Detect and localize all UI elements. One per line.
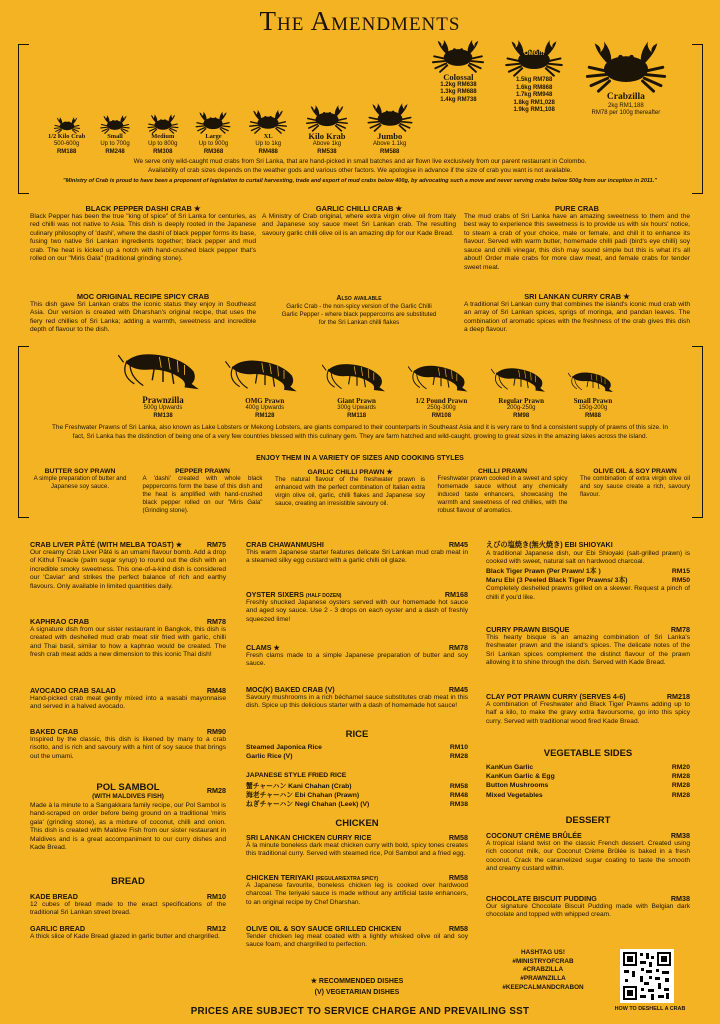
- crab-size-9: [580, 36, 672, 118]
- page-title: The Amendments: [259, 6, 461, 36]
- also-available-line-2: Garlic Pepper - where black peppercorns are substituted: [281, 311, 437, 319]
- garlic-bread-price: RM12: [206, 924, 226, 933]
- pol-sambol: [30, 782, 226, 853]
- prawn-size-price: RM98: [513, 412, 530, 419]
- crab-size-row: [48, 36, 672, 156]
- crab-size-sub: Up to 800g: [148, 141, 178, 147]
- crab-size-sub3: 1.7kg RM948: [515, 92, 553, 98]
- prawn-size-name: 1/2 Pound Prawn: [415, 396, 468, 405]
- prawn-size-name: OMG Prawn: [245, 396, 285, 405]
- also-available-line-1: Garlic Crab - the non-spicy version of the Garlic Chilli: [286, 303, 432, 311]
- prawn-size-sub: 250g-300g: [427, 405, 456, 411]
- rice-row: [246, 752, 468, 761]
- clams-price: RM78: [448, 643, 468, 652]
- vegetable-row: [486, 772, 690, 781]
- rice-heading: RICE: [345, 729, 369, 740]
- rice-name: Steamed Japonica Rice: [246, 744, 322, 751]
- bracket-right-crab: [692, 44, 703, 194]
- chicken-curry-rice-price: RM58: [448, 833, 468, 842]
- fried-rice-row: [246, 800, 468, 809]
- pol-sambol-desc: Made à la minute to a Sangakkara family recipe, our Pol Sambol is hand-scraped on order before being ground on a traditional 'miris gala' (grinding stone), as a mixture of coconut, chilli and onion. This dish is created with Maldive Fish from our sister restaurant in Maldives and is a great accompaniment to our curry dishes and Kade Bread.: [30, 802, 226, 852]
- rice-row: [246, 743, 468, 752]
- crab-size-price: RM188: [56, 148, 77, 155]
- crab-size-name: XL: [263, 133, 273, 141]
- prawn-size-name: Small Prawn: [573, 396, 613, 405]
- hashtag: #KEEPCALMANDCRABON: [502, 983, 584, 991]
- prawn-note: The Freshwater Prawns of Sri Lanka, also known as Lake Lobsters or Mekong Lobsters, are giants compared to their counterparts in Southeast Asia and it is very rare to find a consistent supply of prawns of this size. In fact, Sri Lanka has the distinction of being one of a very few countries blessed with this culinary gem. They are farm hatched and wild-caught, growing to great sizes in the amazing lakes across the island.: [52, 424, 668, 440]
- prawn-style-title: CHILLI PRAWN: [477, 468, 528, 475]
- crab-liver-pate: [30, 540, 226, 591]
- ebi-name: Maru Ebi (3 Peeled Black Tiger Prawns/ 3本): [486, 577, 628, 585]
- crab-chawanmushi-price: RM45: [448, 540, 468, 549]
- vegetable-name: Mixed Vegetables: [486, 791, 543, 799]
- bracket-left-crab: [18, 44, 29, 194]
- oyster-sixers: [246, 590, 468, 624]
- also-available: [262, 294, 456, 327]
- also-available-line-3: for the Sri Lankan chilli flakes: [318, 319, 400, 327]
- crab-size-6: [364, 100, 416, 156]
- mock-baked-crab: [246, 685, 468, 711]
- crab-icon: [303, 102, 351, 132]
- prawn-size-5: [568, 369, 618, 420]
- crab-size-price: RM488: [258, 148, 278, 155]
- crab-icon: [98, 113, 132, 134]
- chicken-curry-rice: [246, 833, 468, 859]
- prawn-style-4: [580, 468, 690, 515]
- ebi-price: RM50: [671, 577, 690, 585]
- prawn-size-name: Giant Prawn: [337, 396, 376, 405]
- moc-original-crab-desc: This dish gave Sri Lankan crabs the iconic status they enjoy in Southeast Asia. Our version is created with Dharshan's original recipe, that uses the fiery red chillies of Sri Lanka; adding a warmth, sweetness and incredible depth of flavour to the dish.: [30, 301, 256, 334]
- legend-veg: (V) VEGETARIAN DISHES: [314, 988, 400, 996]
- garlic-chilli-crab: [262, 204, 456, 238]
- crab-size-sub: Above 1.1kg: [373, 141, 407, 147]
- ebi-row: [486, 576, 690, 585]
- prawn-size-name: Regular Prawn: [498, 396, 544, 405]
- olive-soy-chicken: [246, 924, 468, 950]
- crab-size-price: RM248: [105, 148, 125, 155]
- prawn-size-row: [118, 346, 618, 420]
- vegetable-price: RM28: [671, 773, 690, 781]
- crab-size-name: 1/2 Kilo Crab: [48, 133, 86, 141]
- olive-soy-chicken-price: RM58: [448, 924, 468, 933]
- kade-bread: [30, 892, 226, 918]
- crab-size-name: Jumbo: [377, 131, 403, 142]
- crab-size-sub: Up to 900g: [198, 141, 229, 147]
- coconut-creme-brulee-desc: A tropical island twist on the classic French dessert. Created using rich coconut milk, our Coconut Crème Brûlée is baked in a fresh coconut. Crack the caramelized sugar coating to taste the smooth and creamy custard within.: [486, 840, 690, 873]
- bracket-right-prawn: [692, 346, 703, 518]
- prawn-style-desc: The natural flavour of the freshwater prawn is enhanced with the perfect combination of Italian extra virgin olive oil, garlic, chilli flakes and Japanese soy sauce, creating an irresistible savoury oil.: [275, 476, 425, 507]
- kaphrao-crab-title: KAPHRAO CRAB: [30, 617, 90, 626]
- chicken-teriyaki-price: RM58: [448, 873, 468, 882]
- vegetable-price: RM28: [671, 791, 690, 799]
- prawn-style-desc: A 'dashi' created with whole black peppercorns form the base of this dish and the heat is amplified with hand-crushed black pepper rolled on our "Miris Gala" (Grinding stone).: [142, 475, 263, 514]
- crab-liver-pate-title: CRAB LIVER PÂTÉ (WITH MELBA TOAST) ★: [30, 540, 183, 549]
- kaphrao-crab-desc: A signature dish from our sister restaurant in Bangkok, this dish is created with deshelled mud crab meat stir fried with garlic, chilli and Thai basil, similar to how a kaphrao would be created. The fresh crab meat adds a new dimension to this iconic Thai dish!: [30, 626, 226, 659]
- olive-soy-chicken-title: OLIVE OIL & SOY SAUCE GRILLED CHICKEN: [246, 924, 402, 933]
- crab-size-4: [246, 107, 290, 156]
- chicken-curry-rice-title: SRI LANKAN CHICKEN CURRY RICE: [246, 833, 372, 842]
- hashtag: HASHTAG US!: [521, 949, 565, 956]
- curry-crab: [464, 292, 690, 335]
- curry-crab-desc: A traditional Sri Lankan curry that combines the island's iconic mud crab with an array of Sri Lankan spices, sprigs of moringa, and pandan leaves. The combination of aromatic spices with the freshness of the crab gives this dish a deep flavour.: [464, 301, 690, 334]
- kaphrao-crab: [30, 617, 226, 660]
- prawn-icon: [408, 361, 474, 398]
- bread-heading: BREAD: [111, 876, 145, 887]
- oyster-sixers-subtitle: (HALF DOZEN): [305, 593, 342, 599]
- crab-size-3: [193, 109, 233, 156]
- crab-size-sub: 2kg RM1,188: [608, 102, 644, 109]
- olive-soy-chicken-desc: Tender chicken leg meat coated with a lightly whisked olive oil and soy sauce foam, and chargrilled to perfection.: [246, 933, 468, 949]
- prawn-size-1: [225, 355, 305, 420]
- mock-baked-crab-desc: Savoury mushrooms in a rich béchamel sauce substitutes crab meat in this dish. Spice up this delicious starter with a dash of homemade hot sauce!: [246, 694, 468, 710]
- prawn-style-2: [275, 468, 425, 515]
- pol-sambol-price: RM28: [206, 786, 226, 795]
- clams-title: CLAMS ★: [246, 643, 280, 652]
- baked-crab-desc: Inspired by the classic, this dish is likened by many to a crab risotto, and is rich and savoury with a hint of soy sauce that brings out the umami.: [30, 736, 226, 760]
- curry-prawn-bisque: [486, 625, 690, 668]
- crab-chawanmushi-title: CRAB CHAWANMUSHI: [246, 540, 324, 549]
- moc-original-crab: [30, 292, 256, 335]
- chicken-teriyaki-title: CHICKEN TERIYAKI: [246, 873, 314, 882]
- prawn-style-desc: The combination of extra virgin olive oil and soy sauce create a rich, savoury flavour.: [580, 475, 690, 498]
- crab-icon: [501, 36, 567, 77]
- fried-rice-row: [246, 791, 468, 800]
- prawn-icon: [118, 348, 208, 396]
- crab-size-sub: 1.2kg RM638: [440, 81, 477, 88]
- prawn-size-price: RM118: [347, 412, 367, 419]
- prawn-enjoy: ENJOY THEM IN A VARIETY OF SIZES AND COOKING STYLES: [256, 455, 464, 462]
- hashtag: #MINISTRYOFCRAB: [512, 957, 574, 965]
- avocado-crab-salad: [30, 686, 226, 712]
- crab-chawanmushi-desc: This warm Japanese starter features delicate Sri Lankan mud crab meat in a steamed silky egg custard with a garlic chilli oil glaze.: [246, 549, 468, 565]
- clay-pot-prawn-curry-desc: A combination of Freshwater and Black Tiger Prawns adding up to half a kilo, to make the gravy extra flavoursome, go into this spicy curry. Served with traditional wood fired Kade Bread.: [486, 701, 690, 725]
- prawn-size-sub: 150g-200g: [578, 405, 608, 411]
- fried-rice-name: 蟹チャーハン Kani Chahan (Crab): [246, 783, 352, 790]
- vegetable-price: RM28: [671, 782, 690, 790]
- chocolate-biscuit-pudding-price: RM38: [670, 894, 690, 903]
- rice-list: [246, 743, 468, 761]
- prawn-style-desc: Freshwater prawn cooked in a sweet and spicy homemade sauce without any chemically induced taste enhancers, showcasing the warmth and sweetness of red chillies, with the robust flavour of aromatics.: [437, 475, 568, 514]
- black-pepper-crab-desc: Black Pepper has been the true "king of spice" of Sri Lanka for centuries, as red chilli was not native to Asia. This dish is deeply rooted in the Japanese culinary philosophy of 'dashi', where the dashi of black pepper forms its base, fusing two native Sri Lankan ingredients together; black pepper and mud crab. The heat is kicked up a notch with hand-crushed black pepper that's rolled on our "Miris Gala" (traditional grinding stone).: [30, 213, 256, 263]
- ebi-shioyaki-title: えびの塩焼き(無火焼き) EBI SHIOYAKI: [486, 540, 613, 549]
- pure-crab-title: PURE CRAB: [555, 204, 599, 213]
- crab-size-name: Large: [205, 133, 222, 141]
- hashtag: #PRAWNZILLA: [520, 974, 566, 982]
- chocolate-biscuit-pudding: [486, 894, 690, 920]
- prawn-icon: [322, 359, 392, 398]
- black-pepper-crab-title: BLACK PEPPER DASHI CRAB ★: [85, 204, 201, 213]
- clams: [246, 643, 468, 669]
- vegetable-row: [486, 781, 690, 790]
- curry-prawn-bisque-title: CURRY PRAWN BISQUE: [486, 625, 570, 634]
- clay-pot-prawn-curry-title: CLAY POT PRAWN CURRY (SERVES 4-6): [486, 692, 626, 701]
- baked-crab-title: BAKED CRAB: [30, 727, 79, 736]
- prawn-size-price: RM128: [255, 412, 275, 419]
- chocolate-biscuit-pudding-title: CHOCOLATE BISCUIT PUDDING: [486, 894, 597, 903]
- crab-size-name: OMG!!!: [523, 51, 545, 57]
- chocolate-biscuit-pudding-desc: Our signature Chocolate Biscuit Pudding made with Belgian dark chocolate and topped with whipped cream.: [486, 903, 690, 919]
- crab-size-sub: Above 1kg: [312, 141, 342, 147]
- kade-bread-title: KADE BREAD: [30, 892, 78, 901]
- prawn-size-4: [491, 364, 551, 420]
- crab-icon: [52, 115, 82, 134]
- moc-original-crab-title: MOC ORIGINAL RECIPE SPICY CRAB: [76, 292, 210, 301]
- prawn-size-price: RM88: [584, 412, 601, 419]
- crab-size-sub2: 1.3kg RM688: [440, 89, 477, 96]
- garlic-bread: [30, 924, 226, 941]
- pol-sambol-title: POL SAMBOL: [96, 782, 160, 793]
- crab-quote: "Ministry of Crab is proud to have been a proponent of legislation to curtail harvesting, trade and export of mud crabs below 400g, by advocating such a move and never serving crabs below 500g from our inception in 2011.": [63, 178, 657, 185]
- rice-name: Garlic Rice (V): [246, 753, 293, 761]
- coconut-creme-brulee: [486, 831, 690, 874]
- avocado-crab-salad-price: RM48: [206, 686, 226, 695]
- fried-rice-price: RM48: [449, 792, 468, 800]
- crab-size-price: RM538: [317, 148, 337, 155]
- fried-rice-list: [246, 782, 468, 810]
- crab-size-price: RM588: [380, 148, 400, 155]
- vegetable-row: [486, 763, 690, 772]
- chicken-teriyaki-subtitle: (REGULAR/EXTRA SPICY): [315, 876, 379, 882]
- crab-liver-pate-price: RM75: [206, 540, 226, 549]
- fried-rice-price: RM58: [449, 783, 468, 790]
- crab-size-sub3: 1.4kg RM738: [440, 96, 477, 103]
- crab-icon: [364, 100, 416, 132]
- clay-pot-prawn-curry: [486, 692, 690, 726]
- ebi-shioyaki: [486, 540, 690, 602]
- oyster-sixers-price: RM168: [444, 590, 468, 599]
- rice-price: RM28: [449, 753, 468, 761]
- crab-size-2: [145, 112, 181, 156]
- crab-icon: [580, 36, 672, 93]
- avocado-crab-salad-title: AVOCADO CRAB SALAD: [30, 686, 116, 695]
- kade-bread-price: RM10: [206, 892, 226, 901]
- ebi-name: Black Tiger Prawn (Per Prawn/ 1本 ): [486, 567, 601, 575]
- ebi-shioyaki-desc-2: Completely deshelled prawns grilled on a skewer. Request a pinch of chilli if you'd like.: [486, 585, 690, 601]
- qr-code-icon[interactable]: [620, 949, 674, 1003]
- black-pepper-crab: [30, 204, 256, 264]
- crab-size-name: Colossal: [443, 72, 474, 82]
- crab-size-name: Crabzilla: [606, 92, 645, 102]
- crab-size-sub2: RM78 per 100g thereafter: [591, 110, 661, 117]
- vegetable-name: KanKun Garlic: [486, 764, 534, 771]
- mock-baked-crab-price: RM45: [448, 685, 468, 694]
- vegetable-sides-heading: VEGETABLE SIDES: [543, 748, 633, 759]
- clay-pot-prawn-curry-price: RM218: [666, 692, 690, 701]
- crab-note-1: We serve only wild-caught mud crabs from Sri Lanka, that are hand-picked in small batches and air flown live exclusively from our parent restaurant in Colombo.: [133, 158, 587, 165]
- vegetable-name: KanKun Garlic & Egg: [486, 773, 555, 781]
- crab-icon: [145, 112, 181, 134]
- oyster-sixers-title: OYSTER SIXERS: [246, 590, 304, 599]
- crab-size-sub5: 1.9kg RM1,108: [513, 107, 555, 113]
- curry-crab-title: SRI LANKAN CURRY CRAB ★: [524, 292, 630, 301]
- chicken-curry-rice-desc: À la minute boneless dark meat chicken curry with bold, spicy tones creates this traditional curry. Served with steamed rice, Pol Sambol and a fried egg.: [246, 842, 468, 858]
- prawn-styles: [30, 468, 690, 515]
- vegetable-row: [486, 791, 690, 800]
- hashtags: [478, 949, 608, 992]
- prawn-size-sub: 200g-250g: [506, 405, 536, 411]
- prawn-style-1: [143, 468, 263, 515]
- prawn-style-title: GARLIC CHILLI PRAWN ★: [307, 469, 393, 476]
- also-available-title: Also available: [336, 295, 382, 302]
- crab-size-7: [428, 36, 488, 104]
- prawn-style-title: OLIVE OIL & SOY PRAWN: [593, 468, 677, 475]
- crab-size-sub4: 1.8kg RM1,028: [513, 99, 555, 106]
- prawn-style-desc: A simple preparation of butter and Japanese soy sauce.: [33, 475, 127, 490]
- prawn-size-price: RM108: [431, 412, 452, 419]
- pure-crab: [464, 204, 690, 272]
- garlic-chilli-crab-title: GARLIC CHILLI CRAB ★: [315, 204, 403, 213]
- garlic-bread-desc: A thick slice of Kade Bread glazed in garlic butter and chargrilled.: [30, 933, 220, 940]
- crab-liver-pate-desc: Our creamy Crab Liver Pâté is an umami flavour bomb. Add a drop of Kithul Treacle (palm sugar syrup) to round out the dish with an incredible smoky sweetness. This one-of-a-kind dish is considered our 'Caviar' and strikes the perfect balance of rich and earthy flavours. Only available in limited quantities daily.: [30, 549, 226, 590]
- crab-size-sub2: 1.6kg RM868: [515, 84, 553, 91]
- fried-rice-row: [246, 782, 468, 791]
- ebi-row: [486, 567, 690, 576]
- prawn-size-price: RM138: [153, 412, 173, 419]
- fried-rice-name: ねぎチャーハン Negi Chahan (Leek) (V): [246, 801, 370, 809]
- pure-crab-desc: The mud crabs of Sri Lanka have an amazing sweetness to them and the best way to experience this sweetness is to provide us with six hours' notice, to steam a crab of your choice, male or female, and chill it to enhance its flavour. Served with warm butter, homemade chilli padi (bird's eye chilli) soy sauce and chilli vinegar, this dish may sound simple but this is what it's all about! Order male crabs for more claw meat, and female crabs for tender sweet meat.: [464, 213, 690, 271]
- crab-icon: [246, 107, 290, 134]
- crab-icon: [193, 109, 233, 134]
- prawn-size-name: Prawnzilla: [142, 394, 184, 405]
- bracket-left-prawn: [18, 346, 29, 518]
- kaphrao-crab-price: RM78: [206, 617, 226, 626]
- fried-rice-name: 海老チャーハン Ebi Chahan (Prawn): [246, 792, 360, 800]
- crab-size-0: [48, 115, 85, 156]
- baked-crab-price: RM90: [206, 727, 226, 736]
- crab-size-sub: Up to 1kg: [255, 141, 282, 147]
- garlic-bread-title: GARLIC BREAD: [30, 924, 86, 933]
- footer: PRICES ARE SUBJECT TO SERVICE CHARGE AND PREVAILING SST: [190, 1006, 530, 1017]
- fried-rice-heading: JAPANESE STYLE FRIED RICE: [246, 772, 347, 779]
- dessert-heading: DESSERT: [565, 815, 611, 826]
- prawn-icon: [225, 355, 305, 398]
- prawn-size-2: [322, 359, 392, 420]
- legend: [246, 977, 468, 999]
- prawn-style-0: [30, 468, 130, 515]
- crab-size-name: Medium: [151, 133, 175, 141]
- crab-size-price: RM368: [203, 148, 224, 155]
- prawn-style-3: [438, 468, 568, 515]
- prawn-size-3: [408, 361, 474, 420]
- prawn-icon: [568, 369, 618, 398]
- oyster-sixers-desc: Freshly shucked Japanese oysters served with our homemade hot sauce and aged soy sauce. Use 2 - 3 drops on each oyster and a dash of freshly squeezed lime!: [246, 599, 468, 623]
- legend-star: ★ RECOMMENDED DISHES: [310, 978, 404, 985]
- vegetable-name: Button Mushrooms: [486, 782, 549, 790]
- crab-size-sub: 1.5kg RM788: [515, 77, 553, 83]
- garlic-chilli-crab-desc: A Ministry of Crab original, where extra virgin olive oil from Italy and Japanese soy sauce meet Sri Lankan crab. The resulting savoury garlic chilli olive oil is an amazing dip for our Kade Bread.: [262, 213, 456, 237]
- coconut-creme-brulee-price: RM38: [670, 831, 690, 840]
- clams-desc: Fresh clams made to a simple Japanese preparation of butter and soy sauce.: [246, 652, 468, 668]
- chicken-teriyaki-desc: A Japanese favourite, boneless chicken leg is cooked over hardwood charcoal. The teriyaki sauce is made without any artificial taste enhancers, to an original recipe by Chef Dharshan.: [246, 882, 468, 906]
- ebi-shioyaki-desc: A traditional Japanese dish, our Ebi Shioyaki (salt-grilled prawn) is cooked with sweet, natural salt on hardwood charcoal.: [486, 550, 690, 566]
- crab-chawanmushi: [246, 540, 468, 566]
- crab-size-name: Small: [107, 133, 123, 141]
- rice-price: RM10: [449, 744, 468, 751]
- ebi-shioyaki-price-list: [486, 567, 690, 585]
- kade-bread-desc: 12 cubes of bread made to the exact specifications of the traditional Sri Lankan street bread.: [30, 901, 226, 917]
- crab-notes: [40, 158, 680, 186]
- prawn-style-title: PEPPER PRAWN: [175, 468, 230, 475]
- prawn-size-sub: 400g Upwards: [245, 405, 285, 411]
- crab-icon: [428, 36, 488, 73]
- baked-crab: [30, 727, 226, 761]
- pol-sambol-sub: (WITH MALDIVES FISH): [92, 793, 164, 800]
- coconut-creme-brulee-title: COCONUT CRÈME BRÛLÉE: [486, 831, 582, 840]
- hashtag: #CRABZILLA: [522, 966, 564, 974]
- prawn-icon: [491, 364, 551, 398]
- crab-size-sub: Up to 700g: [100, 141, 130, 147]
- qr-caption: HOW TO DESHELL A CRAB: [614, 1006, 686, 1012]
- crab-size-price: RM308: [153, 148, 173, 155]
- crab-size-1: [98, 113, 132, 156]
- ebi-price: RM15: [671, 567, 690, 575]
- prawn-size-sub: 500g Upwards: [143, 405, 183, 411]
- crab-note-2: Availability of crab sizes depends on the weather gods and various other factors. We apologise in advance if the size of crab you want is not available.: [148, 166, 572, 174]
- curry-prawn-bisque-desc: This hearty bisque is an amazing combination of Sri Lanka's freshwater prawn and the island's spices. The delicate notes of the Sri Lankan spices complement the distinct flavour of the prawn allowing it to shine through the dish. Served with Kade Bread.: [486, 634, 690, 667]
- vegetable-price: RM20: [671, 764, 690, 771]
- crab-size-5: [303, 102, 351, 156]
- avocado-crab-salad-desc: Hand-picked crab meat gently mixed into a wasabi mayonnaise and served in a halved avocado.: [30, 695, 226, 711]
- chicken-heading: CHICKEN: [335, 818, 379, 829]
- chicken-teriyaki: [246, 873, 468, 907]
- vegetable-sides-list: [486, 763, 690, 800]
- crab-size-name: Kilo Krab: [308, 131, 346, 142]
- prawn-size-0: [118, 348, 208, 420]
- prawn-style-title: BUTTER SOY PRAWN: [44, 468, 116, 475]
- prawn-size-sub: 300g Upwards: [337, 405, 376, 411]
- crab-size-sub: 500-600g: [53, 141, 80, 147]
- curry-prawn-bisque-price: RM78: [670, 625, 690, 634]
- mock-baked-crab-title: MOC(K) BAKED CRAB (V): [246, 685, 335, 694]
- crab-size-8: [501, 36, 567, 115]
- fried-rice-price: RM38: [449, 801, 468, 809]
